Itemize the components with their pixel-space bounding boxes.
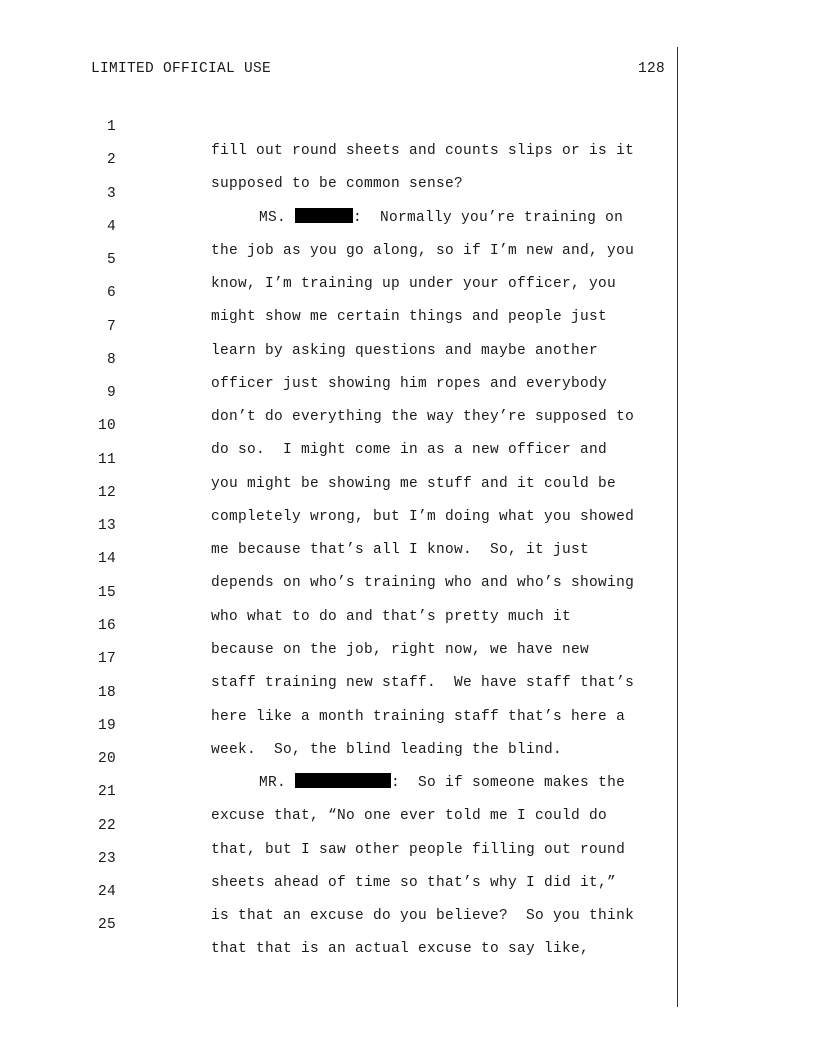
line-text: that that is an actual excuse to say like,	[211, 941, 590, 958]
transcript-line	[0, 690, 676, 758]
line-text: learn by asking questions and maybe another	[211, 342, 599, 359]
line-number: 10	[97, 418, 116, 435]
transcript-line	[0, 823, 676, 891]
line-text: know, I’m training up under your officer, you	[211, 276, 617, 293]
line-number: 4	[106, 218, 116, 235]
line-number: 1	[106, 119, 116, 135]
line-text: who what to do and that’s pretty much it	[211, 608, 572, 625]
line-number: 16	[97, 617, 116, 634]
line-number: 6	[106, 285, 116, 302]
classification-header: LIMITED OFFICIAL USE	[91, 61, 272, 77]
right-margin-rule	[677, 47, 678, 1007]
transcript-line	[0, 357, 676, 426]
line-text: staff training new staff. We have staff that’s	[211, 675, 635, 692]
line-number: 21	[97, 784, 116, 801]
line-number: 18	[97, 684, 116, 701]
line-text: sheets ahead of time so that’s why I did it,”	[211, 874, 617, 891]
line-text: me because that’s all I know. So, it just	[211, 542, 590, 559]
line-number: 9	[106, 385, 116, 402]
transcript-line	[0, 790, 676, 858]
transcript-line	[0, 756, 676, 825]
line-number: 17	[97, 651, 116, 668]
transcript-line	[0, 457, 676, 525]
line-number: 11	[97, 451, 116, 468]
transcript-line	[0, 623, 676, 692]
line-number: 23	[97, 850, 116, 867]
line-text: here like a month training staff that’s here a	[211, 708, 626, 725]
transcript-line	[0, 424, 676, 492]
transcript-line	[0, 291, 676, 359]
page-number: 128	[638, 61, 666, 77]
transcript-line	[0, 124, 676, 193]
transcript-line	[0, 889, 676, 958]
line-text: fill out round sheets and counts slips or is it	[211, 143, 635, 159]
transcript-line	[0, 390, 676, 459]
line-number: 22	[97, 817, 116, 834]
line-text: : Normally you’re training on	[353, 209, 624, 226]
line-number: 25	[97, 917, 116, 934]
line-number: 12	[97, 484, 116, 501]
transcript-line	[0, 590, 676, 658]
speaker-prefix: MR.	[259, 775, 287, 792]
line-number: 3	[106, 185, 116, 202]
line-number: 2	[106, 152, 116, 169]
transcript-body	[0, 91, 676, 958]
transcript-line	[0, 158, 676, 226]
transcript-line	[0, 91, 676, 159]
line-number: 7	[106, 318, 116, 335]
line-text: might show me certain things and people just	[211, 309, 608, 326]
transcript-line	[0, 856, 676, 925]
line-text: officer just showing him ropes and everybody	[211, 375, 608, 392]
line-text: is that an excuse do you believe? So you think	[211, 908, 635, 925]
transcript-line	[0, 191, 676, 259]
line-text: you might be showing me stuff and it could be	[211, 475, 617, 492]
line-number: 5	[106, 252, 116, 269]
line-number: 20	[97, 751, 116, 768]
line-number: 14	[97, 551, 116, 568]
line-text: : So if someone makes the	[391, 775, 626, 792]
line-text: do so. I might come in as a new officer and	[211, 442, 608, 459]
line-text: excuse that, “No one ever told me I could do	[211, 808, 608, 825]
line-text: depends on who’s training who and who’s showing	[211, 575, 635, 592]
line-text: because on the job, right now, we have new	[211, 641, 590, 658]
transcript-line	[0, 224, 676, 293]
line-number: 8	[106, 351, 116, 368]
transcript-line	[0, 257, 676, 326]
transcript-line	[0, 490, 676, 559]
line-text: don’t do everything the way they’re supposed to	[211, 409, 635, 426]
transcript-line	[0, 723, 676, 792]
speaker-prefix: MS.	[259, 209, 287, 226]
transcript-line	[0, 657, 676, 725]
transcript-line	[0, 324, 676, 392]
line-number: 15	[97, 584, 116, 601]
line-number: 24	[97, 884, 116, 901]
transcript-line	[0, 557, 676, 625]
line-number: 19	[97, 717, 116, 734]
line-text: that, but I saw other people filling out round	[211, 841, 626, 858]
line-text: completely wrong, but I’m doing what you showed	[211, 508, 635, 525]
line-text: supposed to be common sense?	[211, 176, 464, 193]
transcript-line	[0, 523, 676, 592]
line-number: 13	[97, 518, 116, 535]
line-text: the job as you go along, so if I’m new and, you	[211, 242, 635, 259]
line-text: week. So, the blind leading the blind.	[211, 741, 563, 758]
